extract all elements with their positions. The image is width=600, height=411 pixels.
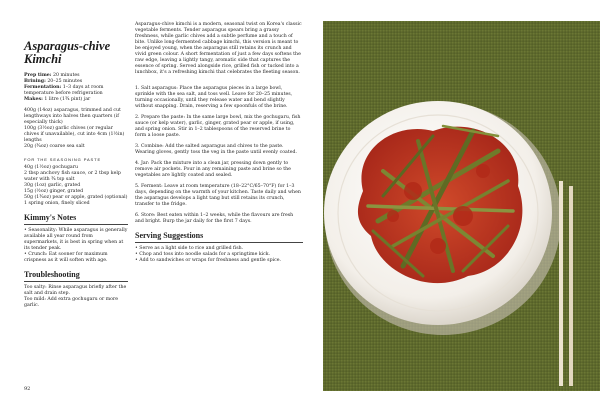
ingredients-main [24, 108, 128, 150]
page-number: 92 [24, 386, 31, 392]
ingredient: 20g (¾oz) coarse sea salt [24, 144, 85, 149]
method-step: 6. Store: Best eaten within 1–2 weeks, while the flavours are fresh and bright. Burp the jar daily for the first 7 days. [135, 213, 294, 224]
ingredient: 15g (½oz) ginger, grated [24, 189, 84, 194]
kimchi-photo [323, 21, 600, 391]
recipe-meta [24, 73, 128, 103]
right-column [135, 22, 303, 264]
troubleshooting-item: Too salty: Rinse asparagus briefly after the salt and drain step. [24, 285, 127, 296]
ingredient: 2 tbsp anchovy fish sauce, or 2 tbsp kelp water with ¾ tsp salt [24, 171, 121, 182]
meta-fermentation: Fermentation: 1–3 days at room temperature before refrigeration [24, 85, 104, 96]
serving-item: • Serve as a light side to rice and grilled fish. [135, 246, 244, 251]
troubleshooting-heading: Troubleshooting [24, 270, 80, 279]
seasoning-heading: FOR THE SEASONING PASTE [24, 157, 102, 162]
method-step: 3. Combine: Add the salted asparagus and chives to the paste. Wearing gloves, gently toss the veg in the paste until evenly coated. [135, 144, 297, 155]
notes-heading: Kimmy's Notes [24, 213, 77, 222]
notes-divider [24, 224, 128, 225]
serving-heading: Serving Suggestions [135, 231, 204, 240]
troubleshooting-divider [24, 281, 128, 282]
serving-item: • Add to sandwiches or wraps for freshness and gentle spice. [135, 258, 281, 263]
troubleshooting-item: Too mild: Add extra gochugaru or more garlic. [24, 297, 118, 308]
ingredient: 100g (3½oz) garlic chives (or regular chives if unavailable), cut into 4cm (1½in) lengths [24, 126, 125, 143]
recipe-title: Asparagus-chive Kimchi [24, 39, 111, 66]
method-step: 5. Ferment: Leave at room temperature (18–22°C/65–70°F) for 1–3 days, depending on the warmth of your kitchen. Taste daily and when the asparagus develops a light tang but still retains its crunch, transfer to the fridge. [135, 184, 301, 207]
ingredient: 30g (1oz) garlic, grated [24, 183, 81, 188]
ingredient: 40g (1½oz) gochugaru [24, 165, 78, 170]
ingredient: 1 spring onion, finely sliced [24, 201, 90, 206]
serving-divider [135, 242, 303, 243]
ingredient: 400g (14oz) asparagus, trimmed and cut lengthways into halves then quarters (if especially thick) [24, 108, 121, 125]
ingredient: 50g (1¾oz) pear or apple, grated (optional) [24, 195, 128, 200]
meta-makes: Makes: 1 litre (1¾ pint) jar [24, 97, 91, 102]
note: • Seasonality: While asparagus is generally available all year round from supermarkets, it is best in spring when at its tender peak. [24, 228, 128, 251]
kimchi-illustration [323, 21, 600, 391]
ingredients-seasoning [24, 165, 128, 207]
method-step: 1. Salt asparagus: Place the asparagus pieces in a large bowl, sprinkle with the sea salt, and toss well. Leave for 20–25 minutes, turning occasionally, until they release water and bend slightly without snapping. Drain, reserving a few spoonfuls of the brine. [135, 86, 293, 109]
intro-paragraph: Asparagus-chive kimchi is a modern, seasonal twist on Korea's classic vegetable ferments. Tender asparagus spears bring a grassy freshness, while garlic chives add a subtle perfume and a touch of bite. Unlike long-fermented cabbage kimchi, this version is meant to be enjoyed young, when the asparagus still retains its crunch and vivid green colour. A short fermentation of just a few days softens the raw edge, leaving a lightly tangy, aromatic side that captures the essence of spring. Served alongside rice, grilled fish or tucked into a lunchbox, it's a refreshing kimchi that celebrates the fleeting season. [135, 22, 302, 75]
meta-brining: Brining: 20–25 minutes [24, 79, 83, 84]
note: • Crunch: Eat sooner for maximum crispness as it will soften with age. [24, 252, 108, 263]
meta-prep: Prep time: 20 minutes [24, 73, 80, 78]
left-column [24, 40, 128, 309]
serving-item: • Chop and toss into noodle salads for a springtime kick. [135, 252, 271, 257]
method-step: 2. Prepare the paste: In the same large bowl, mix the gochugaru, fish sauce (or kelp water), garlic, ginger, grated pear or apple, if using, and spring onion. Stir in 1–2 tablespoons of the reserved brine to form a loose paste. [135, 115, 301, 138]
method-step: 4. Jar: Pack the mixture into a clean jar, pressing down gently to remove air pockets. Pour in any remaining paste and brine so the vegetables are lightly coated and sealed. [135, 161, 291, 178]
